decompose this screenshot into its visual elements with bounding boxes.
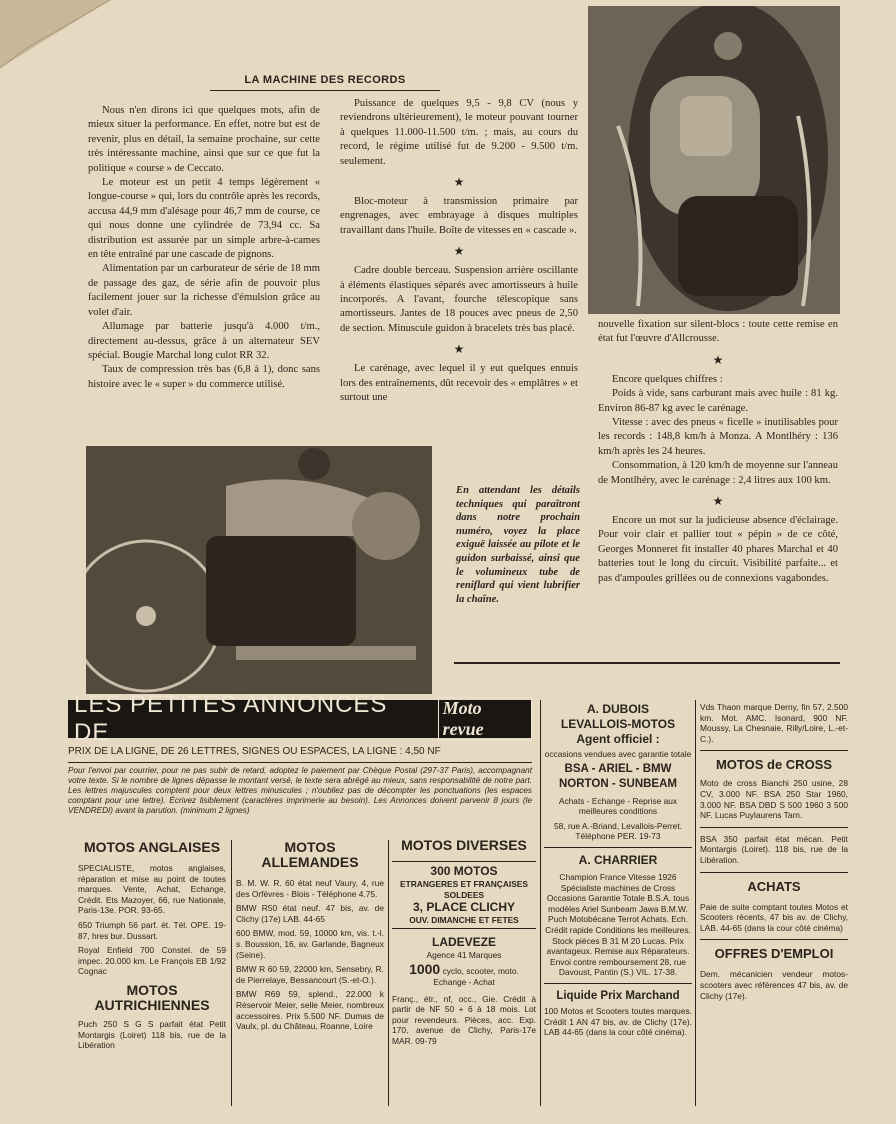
section-dealers bbox=[544, 702, 692, 1038]
paragraph: Cadre double berceau. Suspension arrière oscillante à éléments élastiques séparés avec amortisseurs à huile incorporés. A l'avant, fourche télescopique sans amortisseurs. Jantes de 18 pouces avec pneus de 2,50 de section. Minuscule guidon à bracelets très bas placé. bbox=[340, 265, 578, 334]
paragraph: Taux de compression très bas (6,8 à 1), donc sans histoire avec le « super » du commerce utilisé. bbox=[88, 364, 320, 390]
section-rule bbox=[454, 662, 840, 664]
achats-ad: Paie de suite comptant toutes Motos et Scooters récents, 47 bis av. de Clichy, LAB. 44-65 (dans la cour côté cinéma) bbox=[700, 901, 848, 933]
motorcycle-fairing-photo bbox=[588, 6, 840, 314]
ladeveze-agence: Agence 41 Marques bbox=[426, 949, 502, 960]
dubois-title: A. DUBOIS bbox=[586, 702, 649, 716]
section-right-ads bbox=[700, 702, 848, 1001]
column-divider bbox=[540, 700, 541, 1106]
column-divider bbox=[388, 840, 389, 1106]
divider bbox=[544, 847, 692, 848]
ladeveze-text: Franç., étr., nf, occ., Gie. Crédit à partir de NF 50 + 6 à 18 mois. Lot pour revendeurs. Pièces, acc. Exp. 170, avenue de Clichy, Paris-17e MAR. 09-79 bbox=[392, 993, 536, 1046]
column-divider bbox=[231, 840, 232, 1106]
article-column-1 bbox=[88, 104, 320, 392]
ad-item: 650 Triumph 56 parf. ét. Tél. OPE. 19-87, hres bur. Dussart. bbox=[78, 919, 226, 941]
ad-item: BMW R69 59, splend., 22.000 k Réservoir Meier, selle Meier, nombreux accessoires. Prix 5.500 NF. Dumas de Vaulx, pl. du Château, Roanne, Loire bbox=[236, 989, 384, 1032]
ladeveze-ad bbox=[392, 935, 536, 1047]
star-separator: ★ bbox=[453, 244, 465, 259]
section-heading: OFFRES D'EMPLOI bbox=[714, 946, 834, 962]
paragraph: Encore quelques chiffres : bbox=[612, 373, 723, 385]
emploi-ad: Dem. mécanicien vendeur motos-scooters avec références 47 bis, av. de Clichy (17e). bbox=[700, 969, 848, 1001]
divider bbox=[700, 939, 848, 940]
section-diverses bbox=[392, 838, 536, 1047]
classifieds-notice: Pour l'envoi par courrier, pour ne pas subir de retard, adoptez le paiement par Chèque Postal (297-37 Paris), accompagnant votre texte. Si le nombre de lignes dépasse le montant versé, le texte sera abrégé au mieux, sans responsabilité de notre part. Les lettres majuscules comptent pour deux lettres minuscules ; n'oubliez pas de décompter les ponctuations (les espaces comptant pour une lettre). Écrivez lisiblement (caractères imprimerie au besoin). Les Annonces doivent parvenir 8 jours (le VENDREDI) avant la parution. (minimum 2 lignes) bbox=[68, 766, 532, 815]
cross-ad: Moto de cross Bianchi 250 usine, 28 CV, 3.000 NF. BSA 250 Star 1960, 3.000 NF. BSA DBD S 500 1960 3 500 NF. Lucas Puylaurens Tarn. bbox=[700, 778, 848, 821]
dubois-occasions: occasions vendues avec garantie totale bbox=[544, 749, 692, 759]
clichy-title: 300 MOTOS bbox=[430, 864, 498, 878]
dubois-text: Achats - Echange - Reprise aux meilleures conditions bbox=[558, 795, 678, 817]
section-heading: ACHATS bbox=[747, 878, 801, 894]
divider bbox=[700, 872, 848, 873]
paragraph: Poids à vide, sans carburant mais avec huile : 81 kg. Environ 86-87 kg avec le carénage. bbox=[598, 388, 838, 414]
paragraph: Alimentation par un carburateur de série de 18 mm de passage des gaz, de série afin de pouvoir plus facilement jouer sur la richesse d'émulsion grâce au volet d'air. bbox=[88, 263, 320, 318]
star-separator: ★ bbox=[712, 352, 724, 367]
paragraph: Le carénage, avec lequel il y eut quelques ennuis lors des entraînements, dût recevoir des « emplâtres » et surtout une bbox=[340, 363, 578, 404]
dubois-subtitle: LEVALLOIS-MOTOS bbox=[560, 717, 676, 731]
article-column-2 bbox=[340, 97, 578, 406]
section-heading: MOTOS de CROSS bbox=[715, 757, 833, 773]
ad-item: SPECIALISTE, motos anglaises, réparation et mise au point de toutes marques. Vente, Achat, Echange, Crédit. Ets Mazoyer, 66, rue Nationale, Paris-13e. POR. 93-65. bbox=[78, 863, 226, 916]
title-underline bbox=[210, 90, 440, 91]
clichy-sub: ETRANGERES ET FRANÇAISES SOLDEES bbox=[400, 879, 528, 900]
paragraph: Le moteur est un petit 4 temps légèrement « longue-course » qui, lors du contrôle après les records, accusa 44,9 mm d'alésage pour 46,7 mm de course, ce qui nous donne une cylindrée de 73,94 cc. Sa distribution est assurée par un simple arbre-à-cames en tête entraîné par une cascade de pignons. bbox=[88, 177, 320, 261]
charrier-title: A. CHARRIER bbox=[578, 852, 658, 867]
paragraph: Vitesse : avec des pneus « ficelle » inutilisables pour les records : 148,8 km/h à Monza. A Montlhéry : 136 km/h après les 24 heures. bbox=[598, 417, 838, 457]
price-line: PRIX DE LA LIGNE, DE 26 LETTRES, SIGNES OU ESPACES, LA LIGNE : 4,50 NF bbox=[68, 744, 532, 763]
ad-list bbox=[78, 863, 226, 977]
charrier-text: Champion France Vitesse 1926 Spécialiste machines de Cross Occasions Garantie Totale B.S.A. tous modèles Ariel Sunbeam Jawa B.M.W. Puch Motobécane Terrot Achats. Ech. Crédit rapide Conditions les meilleures. Stock pièces B 31 M 20 Lucas. Prix avantageux. Remise aux Réparateurs. Envoi contre remboursement 28, rue Davoust, Pantin (S.) VIL. 17-38. bbox=[545, 871, 691, 978]
section-allemandes bbox=[236, 840, 384, 1036]
ad-list bbox=[236, 878, 384, 1032]
paragraph: Puissance de quelques 9,5 - 9,8 CV (nous y reviendrons ultérieurement), le moteur pouvant tourner à quelques 11.000-11.500 t/m. ; mais, au cours du record, le régime utilisé fut de 9.200 - 9.500 t/m. seulement. bbox=[340, 98, 578, 167]
ad-item: Royal Enfield 700 Constel. de 59 impec. 20.000 km. Le François EB 1/92 Cognac bbox=[78, 945, 226, 977]
ladeveze-offer bbox=[392, 961, 536, 978]
section-anglaises bbox=[78, 840, 226, 1055]
ad-item: Puch 250 S G S parfait état Petit Montargis (Loiret) 118 bis, rue de la Libération bbox=[78, 1018, 226, 1051]
photo-caption: En attendant les détails techniques qui paraîtront dans notre prochain numéro, voyez la place exiguë laissée au pilote et le guidon surbaissé, ainsi que le volumineux tube de reniflard qui vient lubrifier la chaîne. bbox=[456, 485, 580, 605]
star-separator: ★ bbox=[453, 342, 465, 357]
paragraph: Consommation, à 120 km/h de moyenne sur l'anneau de Montlhéry, avec le carénage : 2,4 litres aux 100 km. bbox=[598, 460, 838, 486]
liquide-text: 100 Motos et Scooters toutes marques. Crédit 1 AN 47 bis, av. de Clichy (17e). LAB 44-65 (dans la cour côté cinéma). bbox=[544, 1005, 692, 1038]
photo-motorcycle-engine bbox=[86, 446, 432, 694]
motorcycle-engine-photo bbox=[86, 446, 432, 694]
clichy-ad bbox=[392, 861, 536, 929]
vds-ad: Vds Thaon marque Derny, fin 57, 2.500 km. Mot. AMC. Isonard, 900 NF. Moussy, La Chesnaie, Rilly/Loire, L.-et-C.). bbox=[700, 702, 848, 744]
ad-item: BMW R50 état neuf. 47 bis, av. de Clichy (17e) LAB. 44-65 bbox=[236, 903, 384, 924]
dubois-address: 58, rue A.-Briand, Levallois-Perret. Téléphone PER. 19-73 bbox=[553, 820, 682, 842]
paragraph: Encore un mot sur la judicieuse absence d'éclairage. Pour voir clair et pallier tout « pépin » de ce côté, Georges Monneret fit installer 40 phares Marchal et 40 batteries tout le long du circuit. Visibilité parfaite... et pas d'ampoules grillées ou de connexions vagabondes. bbox=[598, 515, 838, 584]
section-heading: MOTOS DIVERSES bbox=[401, 837, 527, 853]
article-title: LA MACHINE DES RECORDS bbox=[244, 74, 406, 86]
ladeveze-line: cyclo, scooter, moto. bbox=[442, 966, 519, 977]
clichy-address: 3, PLACE CLICHY bbox=[412, 900, 515, 915]
dubois-agent: Agent officiel : bbox=[576, 732, 660, 746]
moto-revue-logo: Moto revue bbox=[438, 697, 532, 741]
liquide-title: Liquide Prix Marchand bbox=[556, 989, 680, 1002]
clichy-open: OUV. DIMANCHE ET FETES bbox=[409, 915, 519, 926]
paragraph: Bloc-moteur à transmission primaire par engrenages, avec embrayage à disques multiples travaillant dans l'huile. Boîte de vitesses en « cascade ». bbox=[340, 196, 578, 236]
column-divider bbox=[695, 700, 696, 1106]
star-separator: ★ bbox=[453, 175, 465, 190]
star-separator: ★ bbox=[712, 494, 724, 509]
classifieds-banner bbox=[68, 691, 532, 746]
ladeveze-count: 1000 bbox=[409, 961, 441, 978]
ad-item: B. M. W. R. 60 état neuf Vaury, 4, rue des Orfèvres - Blois - Téléphone 4.75. bbox=[236, 878, 384, 899]
paragraph: nouvelle fixation sur silent-blocs : toute cette remise en état fut l'œuvre d'Allcrousse. bbox=[598, 319, 838, 345]
divider bbox=[700, 827, 848, 828]
paragraph: Allumage par batterie jusqu'à 4.000 t/m., directement au-dessus, grâce à un alternateur SEV spécial. Bougie Marchal long culot RR 32. bbox=[88, 321, 320, 361]
bsa-ad: BSA 350 parfait état mécan. Petit Montargis (Loiret). 118 bis, rue de la Libération. bbox=[700, 833, 848, 865]
ad-item: 600 BMW, mod. 59, 10000 km, vis. t.-l. s. Boussion, 16, av. Garlande, Bagneux (Seine). bbox=[236, 928, 384, 960]
section-heading: MOTOS AUTRICHIENNES bbox=[94, 981, 210, 1013]
section-heading: MOTOS ANGLAISES bbox=[83, 839, 221, 855]
photo-motorcycle-top bbox=[588, 6, 840, 314]
ad-list bbox=[78, 1019, 226, 1051]
paragraph: Nous n'en dirons ici que quelques mots, afin de mieux situer la performance. En effet, notre but est de revenir, plus en détail, la semaine prochaine, sur cette très intéressante machine, ainsi que sur ce que fut la politique « course » de Ceccato. bbox=[88, 105, 320, 174]
article-column-3 bbox=[598, 318, 838, 586]
divider bbox=[700, 750, 848, 751]
ladeveze-title: LADEVEZE bbox=[431, 934, 496, 949]
dubois-brands: BSA - ARIEL - BMW NORTON - SUNBEAM bbox=[559, 762, 677, 790]
ladeveze-echange: Echange - Achat bbox=[433, 976, 495, 987]
banner-text: LES PETITES ANNONCES DE bbox=[74, 691, 388, 746]
section-heading: MOTOS ALLEMANDES bbox=[261, 839, 359, 870]
ad-item: BMW R 60 59, 22000 km, Sensebry, R. de Pierrelaye, Bessancourt (S.-et-O.). bbox=[236, 964, 384, 985]
torn-corner bbox=[0, 0, 110, 70]
divider bbox=[544, 983, 692, 984]
